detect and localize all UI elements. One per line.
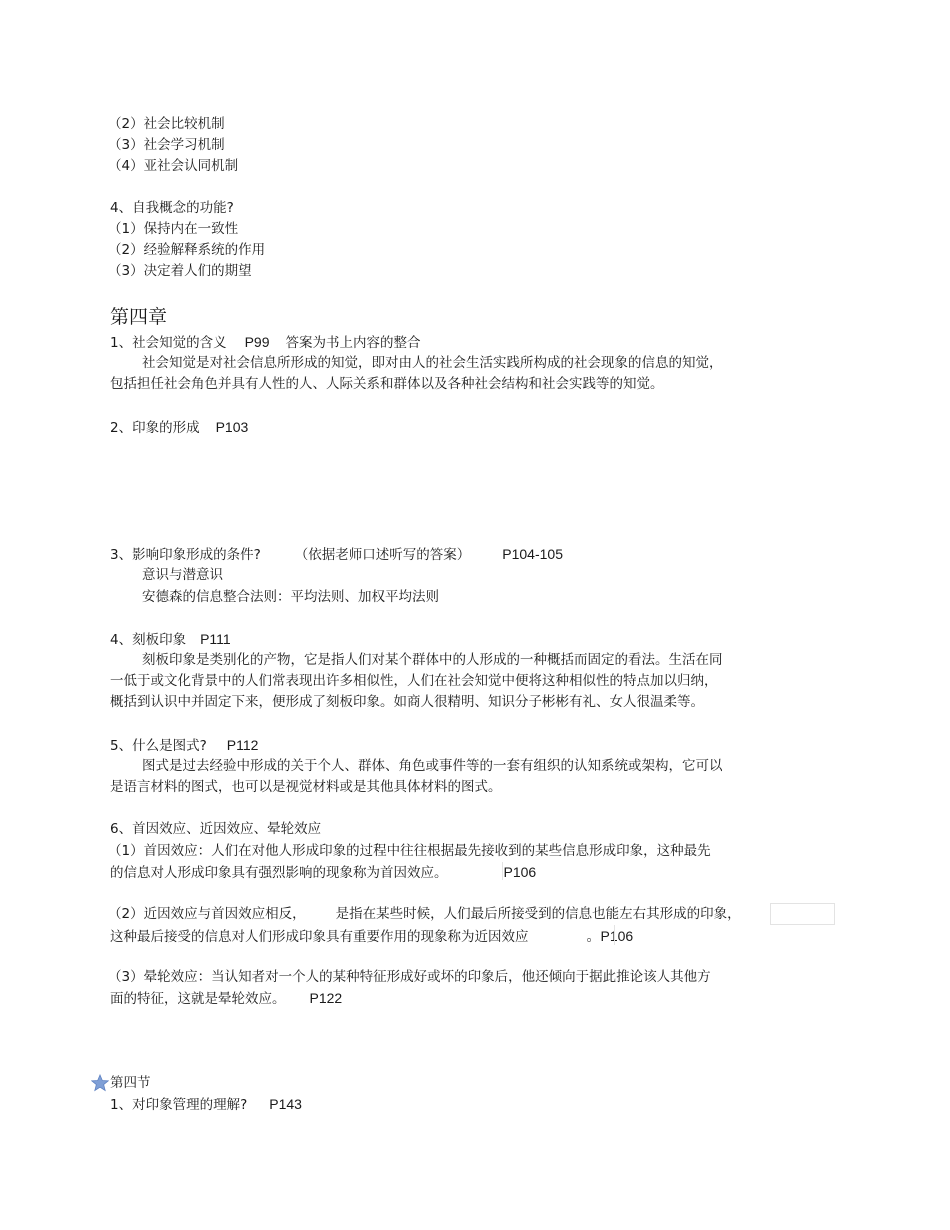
answer-line: 是语言材料的图式，也可以是视觉材料或是其他具体材料的图式。 <box>110 779 502 795</box>
question-text: 1、社会知觉的含义 <box>110 335 227 351</box>
star-icon <box>91 1074 109 1092</box>
page-ref: P103 <box>215 419 249 435</box>
list-item: （2）经验解释系统的作用 <box>108 242 266 258</box>
text-box-edge <box>770 903 835 925</box>
chapter-title: 第四章 <box>110 306 168 328</box>
answer-text: 是指在某些时候，人们最后所接受到的信息也能左右其形成的印象， <box>335 906 741 922</box>
answer-line: 安德森的信息整合法则：平均法则、加权平均法则 <box>142 589 439 605</box>
question-text: 2、印象的形成 <box>110 420 200 436</box>
question-text: 3、影响印象形成的条件? <box>110 547 261 563</box>
question-title <box>110 545 563 564</box>
answer-line: 意识与潜意识 <box>142 567 223 583</box>
answer-line <box>110 863 536 882</box>
question-note: 答案为书上内容的整合 <box>285 335 421 351</box>
answer-line <box>110 927 633 946</box>
answer-text: 的信息对人形成印象具有强烈影响的现象称为首因效应。 <box>110 865 448 881</box>
answer-text: （2）近因效应与首因效应相反， <box>108 906 306 922</box>
page-ref: P143 <box>269 1096 302 1112</box>
answer-line: 图式是过去经验中形成的关于个人、群体、角色或事件等的一套有组织的认知系统或架构，它可以 <box>142 758 723 774</box>
answer-text: 面的特征，这就是晕轮效应。 <box>110 991 286 1007</box>
question-title <box>110 333 421 352</box>
question-title <box>110 630 231 649</box>
question-title <box>110 736 258 755</box>
list-item: （4）亚社会认同机制 <box>108 158 239 174</box>
section-title: 第四节 <box>110 1075 151 1091</box>
page-ref: P99 <box>244 334 270 350</box>
page-ref: P122 <box>309 990 343 1006</box>
page-ref: P112 <box>226 737 259 753</box>
list-item: （3）决定着人们的期望 <box>108 263 252 279</box>
answer-line: 一低于或文化背景中的人们常表现出许多相似性，人们在社会知觉中便将这种相似性的特点加以归纳， <box>110 673 718 689</box>
list-item: （2）社会比较机制 <box>108 116 225 132</box>
question-text: 5、什么是图式? <box>110 738 207 754</box>
answer-line: 包括担任社会角色并具有人性的人、人际关系和群体以及各种社会结构和社会实践等的知觉。 <box>110 376 664 392</box>
page-ref: P111 <box>200 631 231 647</box>
answer-line: （1）首因效应：人们在对他人形成印象的过程中往往根据最先接收到的某些信息形成印象，这种最先 <box>108 843 711 859</box>
page-ref: 。P106 <box>586 928 634 944</box>
question-text: 4、刻板印象 <box>110 632 187 648</box>
list-item: （3）社会学习机制 <box>108 137 225 153</box>
answer-line: 社会知觉是对社会信息所形成的知觉，即对由人的社会生活实践所构成的社会现象的信息的知觉， <box>142 355 723 371</box>
question-text: 1、对印象管理的理解? <box>110 1097 248 1113</box>
question-note: （依据老师口述听写的答案） <box>294 547 471 563</box>
list-item: （1）保持内在一致性 <box>108 221 239 237</box>
question-title <box>110 418 248 437</box>
question-title <box>110 1095 302 1114</box>
question-title: 4、自我概念的功能? <box>110 200 234 216</box>
answer-line: 概括到认识中并固定下来，便形成了刻板印象。如商人很精明、知识分子彬彬有礼、女人很温柔等。 <box>110 694 704 710</box>
question-title: 6、首因效应、近因效应、晕轮效应 <box>110 821 322 837</box>
answer-text: 这种最后接受的信息对人们形成印象具有重要作用的现象称为近因效应 <box>110 929 529 945</box>
answer-line <box>110 989 342 1008</box>
answer-line: 刻板印象是类别化的产物，它是指人们对某个群体中的人形成的一种概括而固定的看法。生活在同 <box>142 652 723 668</box>
page-ref: P104-105 <box>502 546 563 562</box>
answer-line <box>108 905 741 923</box>
answer-line: （3）晕轮效应：当认知者对一个人的某种特征形成好或坏的印象后，他还倾向于据此推论该人其他方 <box>108 969 711 985</box>
page-ref: P106 <box>503 864 537 880</box>
